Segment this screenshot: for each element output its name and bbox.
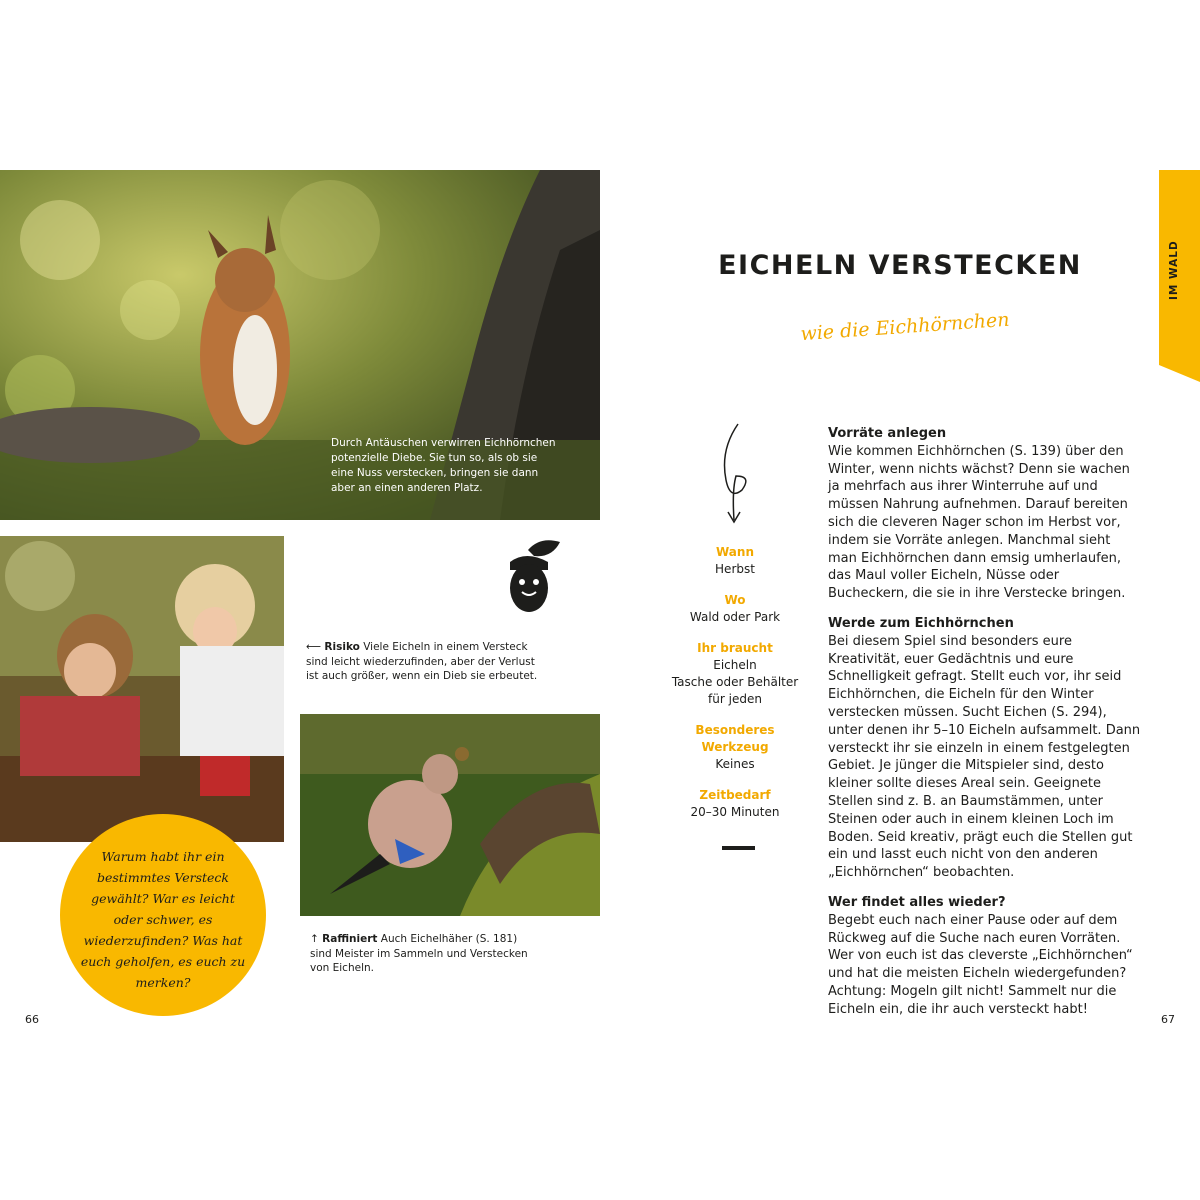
risk-caption <box>306 640 542 684</box>
info-need-value-1: Eicheln <box>713 658 757 672</box>
page-subtitle: wie die Eichhörnchen <box>799 308 1011 346</box>
info-where-value: Wald oder Park <box>689 610 781 624</box>
info-time-value: 20–30 Minuten <box>690 805 780 819</box>
children-photo <box>0 536 284 842</box>
section-paragraph: Wie kommen Eichhörnchen (S. 139) über den Winter, wenn nichts wächst? Denn sie wachen ja mehrfach aus ihrer Winterruhe auf und müssen Nahrung aufnehmen. Darauf bereiten sich die cleveren Nager schon im Herbst vor, indem sie Vorräte anlegen. Manchmal sieht man Eichhörnchen dann emsig umherlaufen, das Maul voller Eicheln, Nüsse oder Bucheckern, die sie in ihre Verstecke bringen. <box>828 443 1130 602</box>
info-where-label: Wo <box>724 593 746 607</box>
arrow-left-icon: ⟵ <box>306 641 322 653</box>
jay-label: Raffiniert <box>322 933 378 945</box>
risk-text: Viele Eicheln in einem Versteck sind leicht wiederzufinden, aber der Verlust ist auch größer, wenn ein Dieb sie erbeutet. <box>306 641 538 682</box>
info-need-value-3: für jeden <box>708 692 762 706</box>
page-title: EICHELN VERSTECKEN <box>718 250 1082 281</box>
info-where <box>665 592 805 626</box>
page-number-left: 66 <box>25 1013 39 1026</box>
info-tool-label-1: Besonderes <box>695 723 775 737</box>
jay-text: Auch Eichelhäher (S. 181) sind Meister im Sammeln und Verstecken von Eicheln. <box>310 933 528 974</box>
jay-photo <box>300 714 600 916</box>
acorn-mascot-icon <box>500 536 564 618</box>
info-tool-label-2: Werkzeug <box>701 740 769 754</box>
arrow-up-icon: ↑ <box>310 933 319 945</box>
info-need-label: Ihr braucht <box>697 641 773 655</box>
chapter-tab-label: IM WALD <box>1168 240 1180 300</box>
squirrel-caption: Durch Antäuschen verwirren Eichhörnchen potenzielle Diebe. Sie tun so, als ob sie eine Nuss verstecken, bringen sie dann aber an einen anderen Platz. <box>331 437 556 494</box>
info-box <box>665 544 805 835</box>
page-number-right: 67 <box>1161 1013 1175 1026</box>
info-when <box>665 544 805 578</box>
info-when-label: Wann <box>716 545 754 559</box>
info-need-value-2: Tasche oder Behälter <box>671 675 799 689</box>
info-need <box>665 640 805 708</box>
info-time-label: Zeitbedarf <box>699 788 771 802</box>
question-bubble-text: Warum habt ihr ein bestimmtes Versteck gewählt? War es leicht oder schwer, es wiederzufinden? Was hat euch geholfen, es euch zu merken? <box>80 849 246 990</box>
squiggle-arrow-icon <box>712 420 756 526</box>
section-heading: Wer findet alles wieder? <box>828 894 1006 910</box>
section-heading: Werde zum Eichhörnchen <box>828 615 1014 631</box>
divider <box>722 846 755 850</box>
section-paragraph: Bei diesem Spiel sind besonders eure Kreativität, euer Gedächtnis und eure Schnelligkeit gefragt. Stellt euch vor, ihr seid Eichhörnchen, die Eicheln für den Winter verstecken müssen. Sucht Eichen (S. 294), unter denen ihr 5–10 Eicheln aufsammelt. Dann versteckt ihr sie einzeln in einem festgelegten Gebiet. Je jünger die Mitspieler sind, desto kleiner sollte dieses Areal sein. Geeignete Stellen sind z. B. an Baumstämmen, unter Steinen oder auch in einem kleinen Loch im Boden. Seid kreativ, prägt euch die Stellen gut ein und lasst euch nicht von den anderen „Eichhörnchen“ beobachten. <box>828 633 1141 881</box>
section-paragraph: Begebt euch nach einer Pause oder auf dem Rückweg auf die Suche nach euren Vorräten. Wer von euch ist das cleverste „Eichhörnchen“ und hat die meisten Eicheln wiedergefunden? Achtung: Mogeln gilt nicht! Sammelt nur die Eicheln ein, die ihr auch versteckt habt! <box>828 912 1133 1017</box>
section-heading: Vorräte anlegen <box>828 426 947 441</box>
body-text <box>828 425 1143 1031</box>
jay-caption <box>310 932 540 976</box>
risk-label: Risiko <box>324 641 360 653</box>
info-tool <box>665 722 805 773</box>
info-time <box>665 787 805 821</box>
info-tool-value: Keines <box>715 757 755 771</box>
info-when-value: Herbst <box>715 562 755 576</box>
